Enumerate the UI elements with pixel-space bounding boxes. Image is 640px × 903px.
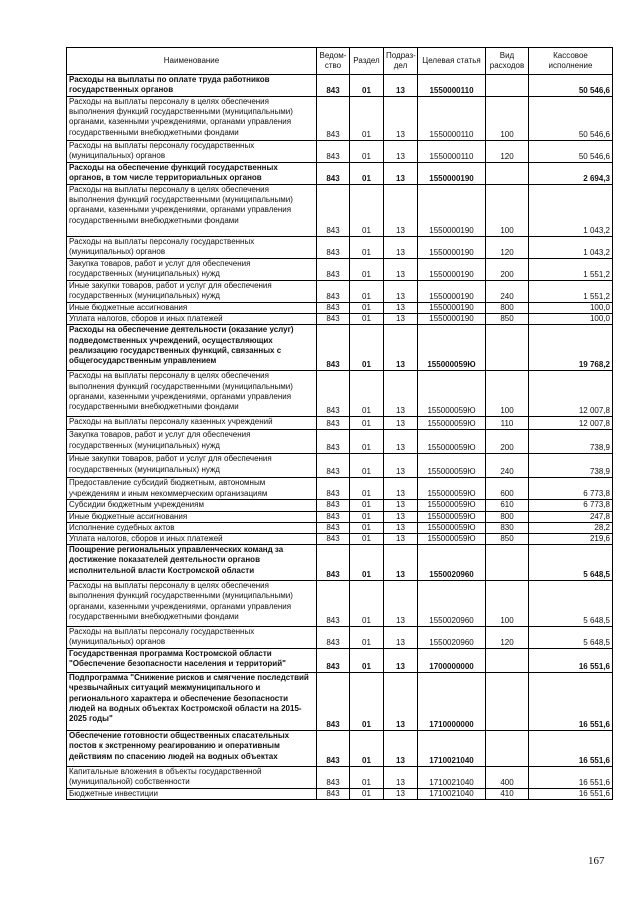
row-target-article-cell: 155000059Ю <box>418 417 486 430</box>
row-expense-type-cell: 400 <box>486 767 529 789</box>
row-amount-cell: 738,9 <box>529 430 613 454</box>
table-row <box>67 522 613 533</box>
row-department-cell: 843 <box>317 430 350 454</box>
row-subsection-cell: 13 <box>384 789 418 800</box>
row-section-cell: 01 <box>350 417 384 430</box>
row-expense-type-cell <box>486 673 529 731</box>
table-row <box>67 500 613 511</box>
row-name-cell: Иные бюджетные ассигнования <box>67 303 317 314</box>
row-department-cell: 843 <box>317 767 350 789</box>
row-department-cell: 843 <box>317 303 350 314</box>
row-amount-cell: 28,2 <box>529 522 613 533</box>
row-section-cell: 01 <box>350 627 384 649</box>
row-name-cell: Закупка товаров, работ и услуг для обеспечения государственных (муниципальных) нужд <box>67 259 317 281</box>
row-subsection-cell: 13 <box>384 454 418 478</box>
row-name-cell: Расходы на выплаты персоналу казенных учреждений <box>67 417 317 430</box>
header-target-article: Целевая статья <box>418 48 486 75</box>
table-row <box>67 673 613 731</box>
row-amount-cell: 1 043,2 <box>529 185 613 237</box>
row-subsection-cell: 13 <box>384 478 418 500</box>
row-name-cell: Закупка товаров, работ и услуг для обеспечения государственных (муниципальных) нужд <box>67 430 317 454</box>
row-subsection-cell: 13 <box>384 97 418 141</box>
row-section-cell: 01 <box>350 281 384 303</box>
row-expense-type-cell: 800 <box>486 511 529 522</box>
row-expense-type-cell: 100 <box>486 185 529 237</box>
row-target-article-cell: 1550020960 <box>418 545 486 581</box>
table-row <box>67 627 613 649</box>
row-expense-type-cell <box>486 75 529 97</box>
table-row <box>67 534 613 545</box>
row-subsection-cell: 13 <box>384 511 418 522</box>
row-name-cell: Капитальные вложения в объекты государственной (муниципальной) собственности <box>67 767 317 789</box>
row-subsection-cell: 13 <box>384 522 418 533</box>
row-subsection-cell: 13 <box>384 581 418 627</box>
row-expense-type-cell <box>486 545 529 581</box>
row-department-cell: 843 <box>317 545 350 581</box>
row-name-cell: Исполнение судебных актов <box>67 522 317 533</box>
row-target-article-cell: 1550000190 <box>418 314 486 325</box>
row-name-cell: Расходы на обеспечение функций государственных органов, в том числе территориальных органов <box>67 163 317 185</box>
table-row <box>67 511 613 522</box>
row-section-cell: 01 <box>350 522 384 533</box>
table-row <box>67 581 613 627</box>
row-department-cell: 843 <box>317 141 350 163</box>
row-section-cell: 01 <box>350 371 384 417</box>
row-department-cell: 843 <box>317 478 350 500</box>
row-name-cell: Расходы на выплаты персоналу в целях обеспечения выполнения функций государственными (муниципальными) органами, казенными учреждениями, органами управления государственными внебюджетными фондами <box>67 97 317 141</box>
row-name-cell: Расходы на выплаты персоналу в целях обеспечения выполнения функций государственными (муниципальными) органами, казенными учреждениями, органами управления государственными внебюджетными фондами <box>67 371 317 417</box>
row-name-cell: Расходы на выплаты персоналу государственных (муниципальных) органов <box>67 141 317 163</box>
row-amount-cell: 1 551,2 <box>529 259 613 281</box>
row-amount-cell: 50 546,6 <box>529 141 613 163</box>
row-department-cell: 843 <box>317 371 350 417</box>
row-amount-cell: 2 694,3 <box>529 163 613 185</box>
row-target-article-cell: 155000059Ю <box>418 511 486 522</box>
row-target-article-cell: 1550000110 <box>418 141 486 163</box>
row-subsection-cell: 13 <box>384 163 418 185</box>
row-amount-cell: 16 551,6 <box>529 789 613 800</box>
table-row <box>67 417 613 430</box>
row-target-article-cell: 155000059Ю <box>418 325 486 371</box>
row-department-cell: 843 <box>317 731 350 767</box>
row-subsection-cell: 13 <box>384 237 418 259</box>
row-amount-cell: 219,6 <box>529 534 613 545</box>
row-subsection-cell: 13 <box>384 534 418 545</box>
row-target-article-cell: 1550020960 <box>418 581 486 627</box>
row-target-article-cell: 155000059Ю <box>418 522 486 533</box>
row-target-article-cell: 1550000190 <box>418 185 486 237</box>
row-amount-cell: 50 546,6 <box>529 75 613 97</box>
row-target-article-cell: 1550000110 <box>418 75 486 97</box>
row-target-article-cell: 1710021040 <box>418 767 486 789</box>
row-name-cell: Государственная программа Костромской области "Обеспечение безопасности населения и территорий" <box>67 649 317 673</box>
row-department-cell: 843 <box>317 511 350 522</box>
row-amount-cell: 16 551,6 <box>529 767 613 789</box>
table-row <box>67 314 613 325</box>
row-expense-type-cell: 240 <box>486 281 529 303</box>
row-target-article-cell: 1710021040 <box>418 731 486 767</box>
row-subsection-cell: 13 <box>384 767 418 789</box>
header-name: Наименование <box>67 48 317 75</box>
row-expense-type-cell <box>486 649 529 673</box>
row-amount-cell: 16 551,6 <box>529 673 613 731</box>
table-row <box>67 545 613 581</box>
row-name-cell: Субсидии бюджетным учреждениям <box>67 500 317 511</box>
row-expense-type-cell: 120 <box>486 141 529 163</box>
row-expense-type-cell: 200 <box>486 430 529 454</box>
row-subsection-cell: 13 <box>384 281 418 303</box>
row-amount-cell: 50 546,6 <box>529 97 613 141</box>
table-row <box>67 767 613 789</box>
row-subsection-cell: 13 <box>384 371 418 417</box>
row-department-cell: 843 <box>317 673 350 731</box>
row-department-cell: 843 <box>317 789 350 800</box>
row-name-cell: Иные закупки товаров, работ и услуг для обеспечения государственных (муниципальных) нужд <box>67 454 317 478</box>
table-row <box>67 325 613 371</box>
row-department-cell: 843 <box>317 75 350 97</box>
row-expense-type-cell: 610 <box>486 500 529 511</box>
table-row <box>67 185 613 237</box>
row-name-cell: Расходы на выплаты по оплате труда работников государственных органов <box>67 75 317 97</box>
row-amount-cell: 100,0 <box>529 314 613 325</box>
row-expense-type-cell <box>486 731 529 767</box>
row-section-cell: 01 <box>350 325 384 371</box>
row-target-article-cell: 1550000190 <box>418 303 486 314</box>
row-name-cell: Подпрограмма "Снижение рисков и смягчение последствий чрезвычайных ситуаций межмуниципального и регионального характера и обеспечение безопасности людей на водных объектах Костромской области на 2015-2025 годы" <box>67 673 317 731</box>
document-page <box>66 47 612 800</box>
header-subsection: Подраз-дел <box>384 48 418 75</box>
table-row <box>67 649 613 673</box>
row-expense-type-cell: 120 <box>486 237 529 259</box>
row-section-cell: 01 <box>350 237 384 259</box>
table-body <box>67 75 613 800</box>
row-expense-type-cell: 850 <box>486 534 529 545</box>
row-section-cell: 01 <box>350 545 384 581</box>
row-section-cell: 01 <box>350 163 384 185</box>
table-row <box>67 303 613 314</box>
row-amount-cell: 738,9 <box>529 454 613 478</box>
row-expense-type-cell: 110 <box>486 417 529 430</box>
table-row <box>67 731 613 767</box>
row-subsection-cell: 13 <box>384 185 418 237</box>
row-subsection-cell: 13 <box>384 303 418 314</box>
row-section-cell: 01 <box>350 581 384 627</box>
row-department-cell: 843 <box>317 581 350 627</box>
table-row <box>67 259 613 281</box>
row-subsection-cell: 13 <box>384 417 418 430</box>
row-amount-cell: 16 551,6 <box>529 649 613 673</box>
header-expense-type: Вид расходов <box>486 48 529 75</box>
header-cash-execution: Кассовое исполнение <box>529 48 613 75</box>
row-department-cell: 843 <box>317 454 350 478</box>
row-department-cell: 843 <box>317 281 350 303</box>
row-department-cell: 843 <box>317 649 350 673</box>
table-row <box>67 97 613 141</box>
row-department-cell: 843 <box>317 185 350 237</box>
row-section-cell: 01 <box>350 141 384 163</box>
table-row <box>67 281 613 303</box>
row-amount-cell: 5 648,5 <box>529 581 613 627</box>
row-department-cell: 843 <box>317 500 350 511</box>
row-name-cell: Уплата налогов, сборов и иных платежей <box>67 534 317 545</box>
row-name-cell: Предоставление субсидий бюджетным, автономным учреждениям и иным некоммерческим организациям <box>67 478 317 500</box>
row-subsection-cell: 13 <box>384 259 418 281</box>
row-section-cell: 01 <box>350 767 384 789</box>
row-target-article-cell: 1550000190 <box>418 281 486 303</box>
row-amount-cell: 5 648,5 <box>529 545 613 581</box>
table-row <box>67 163 613 185</box>
row-target-article-cell: 155000059Ю <box>418 371 486 417</box>
header-section: Раздел <box>350 48 384 75</box>
row-name-cell: Обеспечение готовности общественных спасательных постов к экстренному реагированию и оперативным действиям по спасению людей на водных объектах <box>67 731 317 767</box>
row-subsection-cell: 13 <box>384 141 418 163</box>
row-target-article-cell: 1550000190 <box>418 237 486 259</box>
row-target-article-cell: 1710000000 <box>418 673 486 731</box>
row-section-cell: 01 <box>350 314 384 325</box>
row-subsection-cell: 13 <box>384 500 418 511</box>
row-name-cell: Расходы на выплаты персоналу государственных (муниципальных) органов <box>67 627 317 649</box>
row-subsection-cell: 13 <box>384 325 418 371</box>
row-department-cell: 843 <box>317 522 350 533</box>
row-department-cell: 843 <box>317 534 350 545</box>
row-section-cell: 01 <box>350 511 384 522</box>
row-subsection-cell: 13 <box>384 545 418 581</box>
row-department-cell: 843 <box>317 163 350 185</box>
row-section-cell: 01 <box>350 185 384 237</box>
row-name-cell: Уплата налогов, сборов и иных платежей <box>67 314 317 325</box>
row-expense-type-cell: 850 <box>486 314 529 325</box>
row-subsection-cell: 13 <box>384 731 418 767</box>
row-subsection-cell: 13 <box>384 430 418 454</box>
table-row <box>67 478 613 500</box>
row-expense-type-cell: 600 <box>486 478 529 500</box>
row-section-cell: 01 <box>350 259 384 281</box>
row-target-article-cell: 1550000110 <box>418 97 486 141</box>
header-department: Ведом-ство <box>317 48 350 75</box>
row-subsection-cell: 13 <box>384 673 418 731</box>
row-section-cell: 01 <box>350 673 384 731</box>
row-name-cell: Расходы на обеспечение деятельности (оказание услуг) подведомственных учреждений, осуществляющих реализацию государственных функций, связанных с общегосударственным управлением <box>67 325 317 371</box>
row-expense-type-cell: 200 <box>486 259 529 281</box>
row-expense-type-cell: 120 <box>486 627 529 649</box>
row-department-cell: 843 <box>317 325 350 371</box>
row-name-cell: Иные бюджетные ассигнования <box>67 511 317 522</box>
row-expense-type-cell: 800 <box>486 303 529 314</box>
row-amount-cell: 100,0 <box>529 303 613 314</box>
row-amount-cell: 19 768,2 <box>529 325 613 371</box>
row-subsection-cell: 13 <box>384 649 418 673</box>
row-expense-type-cell: 100 <box>486 371 529 417</box>
row-section-cell: 01 <box>350 97 384 141</box>
row-expense-type-cell <box>486 163 529 185</box>
row-target-article-cell: 155000059Ю <box>418 478 486 500</box>
row-department-cell: 843 <box>317 627 350 649</box>
row-amount-cell: 6 773,8 <box>529 500 613 511</box>
table-row <box>67 75 613 97</box>
table-row <box>67 141 613 163</box>
row-amount-cell: 16 551,6 <box>529 731 613 767</box>
row-subsection-cell: 13 <box>384 627 418 649</box>
row-name-cell: Поощрение региональных управленческих команд за достижение показателей деятельности органов исполнительной власти Костромской области <box>67 545 317 581</box>
row-expense-type-cell: 830 <box>486 522 529 533</box>
row-target-article-cell: 155000059Ю <box>418 430 486 454</box>
row-amount-cell: 6 773,8 <box>529 478 613 500</box>
row-section-cell: 01 <box>350 303 384 314</box>
budget-execution-table <box>66 47 613 800</box>
row-target-article-cell: 155000059Ю <box>418 500 486 511</box>
row-expense-type-cell: 240 <box>486 454 529 478</box>
row-expense-type-cell: 100 <box>486 581 529 627</box>
row-department-cell: 843 <box>317 237 350 259</box>
row-target-article-cell: 155000059Ю <box>418 534 486 545</box>
row-target-article-cell: 1550000190 <box>418 259 486 281</box>
table-row <box>67 789 613 800</box>
row-amount-cell: 247,8 <box>529 511 613 522</box>
table-row <box>67 430 613 454</box>
row-target-article-cell: 1700000000 <box>418 649 486 673</box>
row-amount-cell: 12 007,8 <box>529 371 613 417</box>
row-name-cell: Расходы на выплаты персоналу в целях обеспечения выполнения функций государственными (муниципальными) органами, казенными учреждениями, органами управления государственными внебюджетными фондами <box>67 581 317 627</box>
row-subsection-cell: 13 <box>384 314 418 325</box>
row-section-cell: 01 <box>350 731 384 767</box>
row-department-cell: 843 <box>317 314 350 325</box>
row-expense-type-cell: 410 <box>486 789 529 800</box>
row-section-cell: 01 <box>350 454 384 478</box>
row-section-cell: 01 <box>350 430 384 454</box>
page-number: 167 <box>588 855 605 867</box>
row-section-cell: 01 <box>350 478 384 500</box>
table-header <box>67 48 613 75</box>
row-section-cell: 01 <box>350 649 384 673</box>
table-row <box>67 237 613 259</box>
row-name-cell: Бюджетные инвестиции <box>67 789 317 800</box>
row-target-article-cell: 1710021040 <box>418 789 486 800</box>
row-department-cell: 843 <box>317 259 350 281</box>
row-expense-type-cell <box>486 325 529 371</box>
row-target-article-cell: 1550020960 <box>418 627 486 649</box>
row-amount-cell: 1 551,2 <box>529 281 613 303</box>
row-section-cell: 01 <box>350 500 384 511</box>
row-name-cell: Расходы на выплаты персоналу в целях обеспечения выполнения функций государственными (муниципальными) органами, казенными учреждениями, органами управления государственными внебюджетными фондами <box>67 185 317 237</box>
row-department-cell: 843 <box>317 97 350 141</box>
row-name-cell: Расходы на выплаты персоналу государственных (муниципальных) органов <box>67 237 317 259</box>
row-section-cell: 01 <box>350 789 384 800</box>
row-target-article-cell: 155000059Ю <box>418 454 486 478</box>
row-amount-cell: 12 007,8 <box>529 417 613 430</box>
row-department-cell: 843 <box>317 417 350 430</box>
row-target-article-cell: 1550000190 <box>418 163 486 185</box>
table-row <box>67 454 613 478</box>
row-name-cell: Иные закупки товаров, работ и услуг для обеспечения государственных (муниципальных) нужд <box>67 281 317 303</box>
row-section-cell: 01 <box>350 75 384 97</box>
row-amount-cell: 1 043,2 <box>529 237 613 259</box>
row-section-cell: 01 <box>350 534 384 545</box>
row-subsection-cell: 13 <box>384 75 418 97</box>
table-row <box>67 371 613 417</box>
row-amount-cell: 5 648,5 <box>529 627 613 649</box>
row-expense-type-cell: 100 <box>486 97 529 141</box>
